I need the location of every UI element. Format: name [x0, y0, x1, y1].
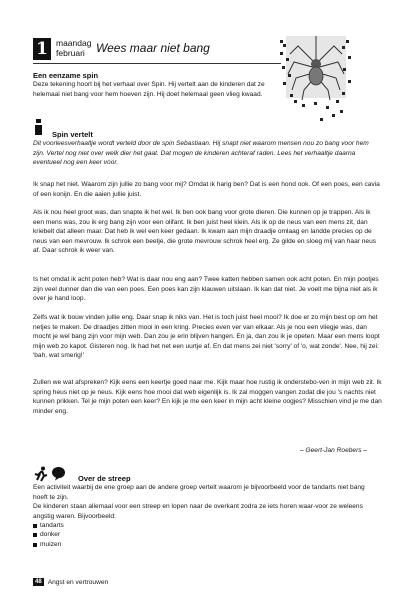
story-paragraph-2: Als ik nou heel groot was, dan snapte ik het wel. Ik ben ook bang voor grote dieren. Die kunnen op je trappen. Als ik een mens was, zou ik erg bang zijn voor een olifant. Ik ben juist heel klein. Als ik op de neus van een mens zit, dan kriebelt dat alleen maar. Dat heb ik wel een keer gedaan. Ik kwam aan mijn draadje omlaag en landde precies op de neus van een mevrouw. Ik schrok een beetje, die grote mevrouw schrok heel erg. Ze gilde en sloeg mij van haar neus af. Daar schrok ik weer van. — [33, 209, 377, 255]
story-paragraph-5: Zullen we wat afspreken? Kijk eens een keertje goed naar me. Kijk maar hoe rustig ik onderstebo-ven in mijn web zit. Ik spring heus niet op je neus. Kijk eens hoe mooi dat web eigenlijk is. Ik zal moggen vangen zodat die jou 's nachts niet kunnen prikken. Tel je mijn poten een keer? En kijk je me een keer in mijn acht kleine oogjes? Misschien vind je me dan minder eng. — [33, 379, 382, 415]
spider-illustration-icon — [280, 34, 352, 126]
section-title-spin-vertelt: Spin vertelt — [52, 130, 93, 139]
activity-figure-icon — [33, 466, 49, 482]
speech-bubble-icon — [51, 466, 66, 481]
header-divider — [33, 63, 281, 64]
month-label: februari — [56, 48, 85, 58]
day-number-badge: 1 — [33, 38, 51, 60]
list-item: donker — [33, 530, 64, 539]
section-title-over-de-streep: Over de streep — [78, 474, 131, 483]
section-text-over-de-streep-1: Een activiteit waarbij de ene groep aan de andere groep vertelt waarom je bijvoorbeeld voor de tandarts niet bang hoeft te zijn. — [33, 484, 365, 501]
section-text-over-de-streep-2: De kinderen staan allemaal voor een streep en lopen naar de overkant zodra ze iets horen waar-voor ze weleens angstig waren. Bijvoorbeeld: — [33, 503, 363, 520]
info-icon — [33, 119, 44, 135]
page-footer — [33, 578, 108, 586]
list-item: muizen — [33, 540, 64, 549]
bullet-icon — [33, 533, 37, 537]
page-number: 48 — [35, 579, 42, 585]
story-paragraph-4: Zelfs wat ik bouw vinden jullie eng. Daar snap ik niks van. Het is toch juist heel mooi? Ik doe er zo mijn best op om het netjes te maken. De draadjes zitten mooi in een kring. Precies even ver van elkaar. Als je nou een vliegje was, dan mocht je wel bang zijn voor mijn web. Dan zou je erin blijven hangen. En ja, dan zou ik je opeten. Maar een mens loopt mijn web zo kapot. Gisteren nog. Ik had het net een uurtje af. En dat mens zei niet 'sorry' of 'o, wat zonde'. Nee, hij zei: 'bah, wat smerig!' — [33, 314, 380, 360]
story-paragraph-1: Ik snap het niet. Waarom zijn jullie zo bang voor mij? Omdat ik harig ben? Dat is een hond ook. Of een poes, een cavia of een konijn. En die aaien jullie juist. — [33, 181, 380, 198]
story-paragraph-3: Is het omdat ik acht poten heb? Wat is daar nou eng aan? Twee katten hebben samen ook acht poten. En mijn pootjes zijn veel dunner dan die van een poes. Een poes kan zijn klauwen uitslaan. Ik kan dat niet. Je voelt me bijna niet als ik over je hand loop. — [33, 276, 379, 303]
bullet-icon — [33, 543, 37, 547]
page-title: Wees maar niet bang — [96, 41, 210, 55]
chapter-title: Angst en vertrouwen — [47, 578, 109, 586]
section-text-eenzame-spin: Deze tekening hoort bij het verhaal over Spin. Hij vertelt aan de kinderen dat ze helemaal niet bang voor hem hoeven zijn. Hij doet helemaal geen vlieg kwaad. — [33, 81, 265, 98]
section-intro-spin-vertelt: Dit voorleesverhaaltje wordt verteld door de spin Sebastiaan. Hij snapt niet waarom mensen nou zo bang voor hem zijn. Vertel nog niet over welk dier het gaat. Dat mogen de kinderen achteraf raden. Lees het verhaaltje daarna eventueel nog een keer voor. — [33, 140, 369, 167]
list-item: tandarts — [33, 521, 64, 530]
author-signature: – Geert-Jan Roebers – — [300, 447, 368, 454]
bullet-list — [33, 521, 64, 549]
weekday-label: maandag — [56, 38, 92, 48]
bullet-icon — [33, 524, 37, 528]
date-label — [56, 38, 91, 58]
section-title-eenzame-spin: Een eenzame spin — [33, 71, 99, 80]
